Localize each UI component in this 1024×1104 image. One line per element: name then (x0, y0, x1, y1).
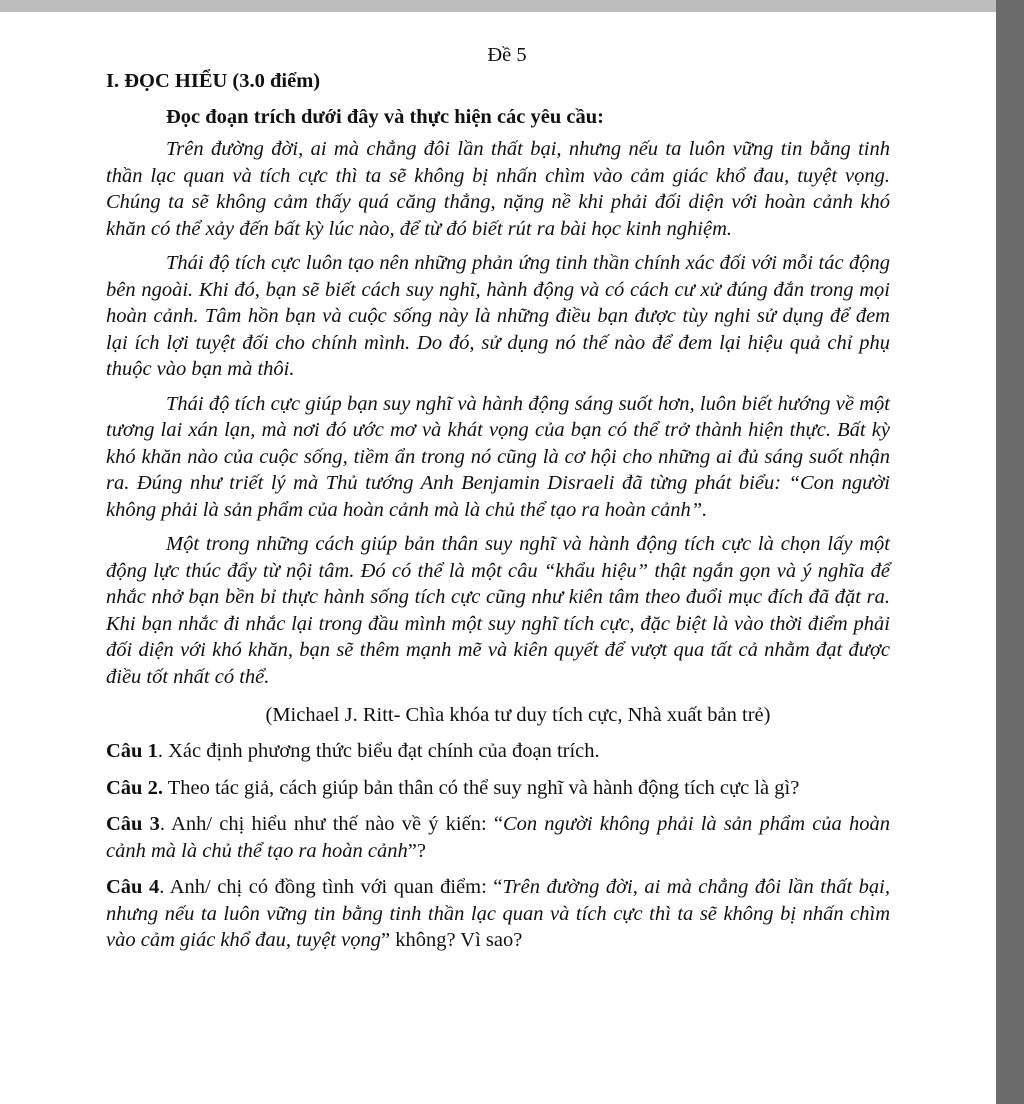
question-3 (106, 811, 890, 864)
passage-paragraph-1: Trên đường đời, ai mà chẳng đôi lần thất bại, nhưng nếu ta luôn vững tin bằng tinh thần lạc quan và tích cực thì ta sẽ không bị nhấn chìm vào cảm giác khổ đau, tuyệt vọng. Chúng ta sẽ không cảm thấy quá căng thẳng, nặng nề khi phải đối diện với hoàn cảnh khó khăn có thể xảy đến bất kỳ lúc nào, để từ đó biết rút ra bài học kinh nghiệm. (106, 138, 890, 240)
reading-passage (106, 136, 890, 690)
question-label: Câu 1 (106, 740, 158, 762)
question-separator: . (159, 813, 172, 835)
question-label: Câu 4 (106, 876, 160, 898)
section-heading: I. ĐỌC HIỂU (3.0 điểm) (106, 70, 321, 92)
document-page (0, 12, 996, 1104)
passage-paragraph-3: Thái độ tích cực giúp bạn suy nghĩ và hành động sáng suốt hơn, luôn biết hướng về một tương lai xán lạn, mà nơi đó ước mơ và khát vọng của bạn có thể trở thành hiện thực. Bất kỳ khó khăn nào của cuộc sống, tiềm ẩn trong nó cũng là cơ hội cho những ai đủ sáng suốt nhận ra. Đúng như triết lý mà Thủ tướng Anh Benjamin Disraeli đã từng phát biểu: “Con người không phải là sản phẩm của hoàn cảnh mà là chủ thể tạo ra hoàn cảnh”. (106, 392, 890, 521)
passage-source: (Michael J. Ritt- Chìa khóa tư duy tích cực, Nhà xuất bản trẻ) (265, 704, 771, 726)
window-right-border (996, 0, 1024, 1104)
question-text-end: ”? (407, 839, 426, 862)
question-1 (106, 738, 890, 765)
question-2 (106, 775, 890, 802)
question-quote: Trên đường đời, ai mà chẳng đôi lần thất bại, nhưng nếu ta luôn vững tin bằng tinh thần lạc quan và tích cực thì ta sẽ không bị nhấn chìm vào cảm giác khổ đau, tuyệt vọng (106, 876, 890, 951)
question-text: Theo tác giả, cách giúp bản thân có thể suy nghĩ và hành động tích cực là gì? (167, 776, 800, 799)
question-separator: . (157, 740, 169, 762)
question-text: Anh/ chị có đồng tình với quan điểm: “ (169, 876, 503, 898)
window-top-bar (0, 0, 1024, 12)
question-label: Câu 3 (106, 813, 160, 835)
question-text: Xác định phương thức biểu đạt chính của đoạn trích. (168, 740, 600, 762)
document-content (106, 42, 890, 954)
passage-paragraph-4: Một trong những cách giúp bản thân suy nghĩ và hành động tích cực là chọn lấy một động lực thúc đẩy từ nội tâm. Đó có thể là một câu “khẩu hiệu” thật ngắn gọn và ý nghĩa để nhắc nhở bạn bền bỉ thực hành sống tích cực cũng như kiên tâm theo đuổi mục đích đã đặt ra. Khi bạn nhắc đi nhắc lại trong đầu mình một suy nghĩ tích cực, đặc biệt là vào thời điểm phải đối diện với khó khăn, bạn sẽ thêm mạnh mẽ và kiên quyết để vượt qua tất cả nhằm đạt được điều tốt nhất có thể. (106, 533, 890, 688)
reading-instruction: Đọc đoạn trích dưới đây và thực hiện các yêu cầu: (166, 106, 604, 128)
question-quote: Con người không phải là sản phẩm của hoàn cảnh mà là chủ thể tạo ra hoàn cảnh (106, 813, 890, 862)
question-separator: . (159, 876, 170, 898)
question-4 (106, 874, 890, 954)
exam-title: Đề 5 (487, 44, 527, 66)
question-label: Câu 2. (106, 776, 163, 799)
passage-paragraph-2: Thái độ tích cực luôn tạo nên những phản ứng tinh thần chính xác đối với mỗi tác động bên ngoài. Khi đó, bạn sẽ biết cách suy nghĩ, hành động và có cách cư xử đúng đắn trong mọi hoàn cảnh. Tâm hồn bạn và cuộc sống này là những điều bạn được tùy nghi sử dụng để đem lại ích lợi tuyệt đối cho chính mình. Do đó, sử dụng nó thế nào để đem lại hiệu quả chỉ phụ thuộc vào bạn mà thôi. (106, 252, 890, 380)
question-text-end: ” không? Vì sao? (380, 929, 523, 951)
question-text: Anh/ chị hiểu như thế nào về ý kiến: “ (171, 813, 503, 835)
